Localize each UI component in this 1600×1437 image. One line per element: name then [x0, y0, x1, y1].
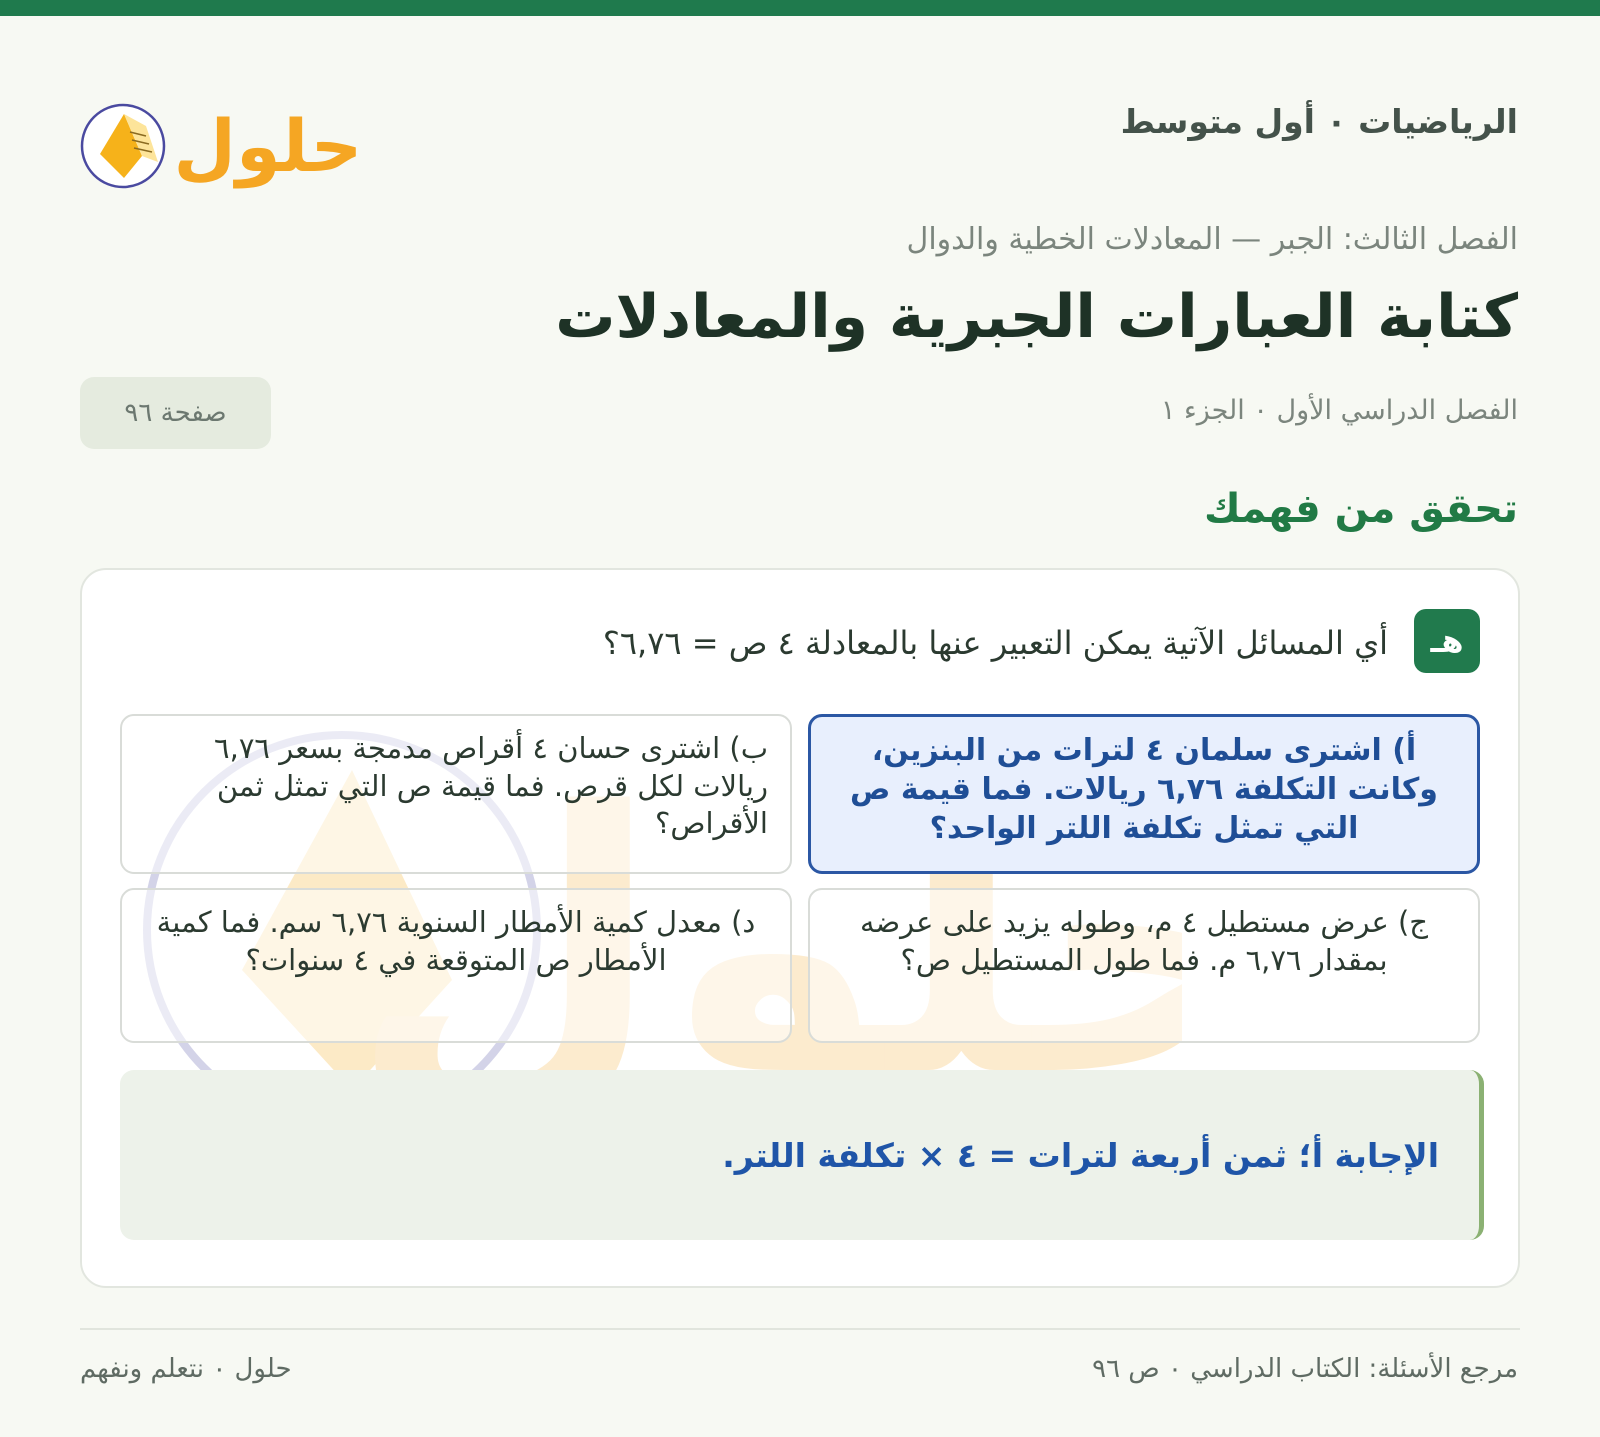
- top-accent-bar: [0, 0, 1600, 16]
- footer-reference: مرجع الأسئلة: الكتاب الدراسي ٠ ص ٩٦: [1092, 1354, 1518, 1384]
- subject-label: الرياضيات ٠ أول متوسط: [1120, 102, 1518, 141]
- section-heading: تحقق من فهمك: [1204, 486, 1518, 532]
- chapter-label: الفصل الثالث: الجبر — المعادلات الخطية والدوال: [906, 222, 1518, 257]
- question-text: أي المسائل الآتية يمكن التعبير عنها بالمعادلة ٤ ص = ٦,٧٦؟: [602, 624, 1388, 662]
- answer-text: الإجابة أ؛ ثمن أربعة لترات = ٤ × تكلفة اللتر.: [722, 1135, 1439, 1175]
- footer-brand: حلول ٠ نتعلم ونفهم: [80, 1354, 292, 1384]
- hulul-logo[interactable]: [80, 66, 380, 196]
- term-label: الفصل الدراسي الأول ٠ الجزء ١: [1160, 395, 1518, 426]
- option-d[interactable]: د) معدل كمية الأمطار السنوية ٦,٧٦ سم. فما كمية الأمطار ص المتوقعة في ٤ سنوات؟: [120, 888, 792, 1043]
- option-b[interactable]: ب) اشترى حسان ٤ أقراص مدمجة بسعر ٦,٧٦ ريالات لكل قرص. فما قيمة ص التي تمثل ثمن الأقراص؟: [120, 714, 792, 874]
- option-c[interactable]: ج) عرض مستطيل ٤ م، وطوله يزيد على عرضه بمقدار ٦,٧٦ م. فما طول المستطيل ص؟: [808, 888, 1480, 1043]
- svg-text:حلول: حلول: [173, 104, 363, 188]
- page-number-badge: صفحة ٩٦: [80, 377, 271, 449]
- question-letter-badge: هـ: [1414, 609, 1480, 673]
- answer-box: [120, 1070, 1484, 1240]
- page-title: كتابة العبارات الجبرية والمعادلات: [555, 282, 1518, 352]
- question-card: [80, 568, 1520, 1288]
- page: [0, 16, 1600, 1437]
- option-a[interactable]: أ) اشترى سلمان ٤ لترات من البنزين، وكانت التكلفة ٦,٧٦ ريالات. فما قيمة ص التي تمثل تكلفة اللتر الواحد؟: [808, 714, 1480, 874]
- footer-divider: [80, 1328, 1520, 1330]
